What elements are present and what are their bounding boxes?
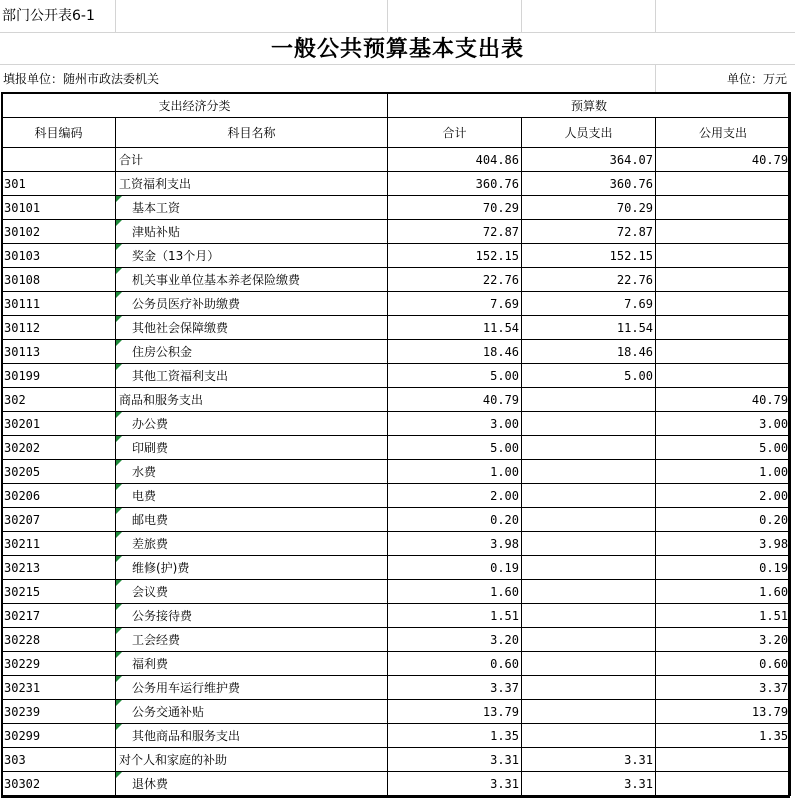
name-text: 水费 (132, 465, 157, 479)
cell-marker-icon (116, 340, 122, 346)
code-cell[interactable]: 302 (2, 388, 116, 412)
cell-marker-icon (116, 532, 122, 538)
table-row (2, 316, 791, 340)
table-row (2, 412, 791, 436)
total-cell[interactable]: 70.29 (388, 196, 522, 220)
table-row (2, 436, 791, 460)
name-text: 公务交通补贴 (132, 705, 205, 719)
personnel-cell[interactable] (522, 388, 656, 412)
total-cell[interactable]: 22.76 (388, 268, 522, 292)
total-cell[interactable]: 3.00 (388, 412, 522, 436)
total-cell[interactable]: 18.46 (388, 340, 522, 364)
cell-marker-icon (116, 364, 122, 370)
cell-marker-icon (116, 460, 122, 466)
public-cell[interactable] (656, 364, 791, 388)
personnel-cell[interactable]: 360.76 (522, 172, 656, 196)
table-row (2, 460, 791, 484)
cell-marker-icon (116, 220, 122, 226)
table-row (2, 772, 791, 796)
cell-marker-icon (116, 724, 122, 730)
header-economic-class[interactable]: 支出经济分类 (2, 93, 388, 118)
cell-marker-icon (116, 772, 122, 778)
personnel-cell[interactable]: 72.87 (522, 220, 656, 244)
name-text: 退休费 (132, 777, 169, 791)
public-cell[interactable]: 1.60 (656, 580, 791, 604)
cell-marker-icon (116, 292, 122, 298)
personnel-cell[interactable] (522, 652, 656, 676)
code-cell[interactable]: 30201 (2, 412, 116, 436)
cell-marker-icon (116, 556, 122, 562)
personnel-cell[interactable] (522, 436, 656, 460)
personnel-cell[interactable]: 3.31 (522, 772, 656, 796)
code-cell[interactable]: 30231 (2, 676, 116, 700)
code-cell[interactable]: 30101 (2, 196, 116, 220)
table-row (2, 556, 791, 580)
total-cell[interactable]: 3.31 (388, 748, 522, 772)
total-cell[interactable]: 404.86 (388, 148, 522, 172)
table-row (2, 532, 791, 556)
table-row (2, 172, 791, 196)
public-cell[interactable] (656, 748, 791, 772)
empty-cell[interactable] (116, 0, 388, 32)
name-cell[interactable] (116, 532, 388, 556)
name-text: 邮电费 (132, 513, 169, 527)
name-cell[interactable] (116, 772, 388, 796)
name-cell[interactable] (116, 292, 388, 316)
total-cell[interactable]: 360.76 (388, 172, 522, 196)
personnel-cell[interactable] (522, 484, 656, 508)
personnel-cell[interactable]: 7.69 (522, 292, 656, 316)
personnel-cell[interactable] (522, 628, 656, 652)
public-cell[interactable] (656, 316, 791, 340)
public-cell[interactable] (656, 244, 791, 268)
code-cell[interactable]: 30205 (2, 460, 116, 484)
name-cell[interactable]: 商品和服务支出 (116, 388, 388, 412)
name-cell[interactable]: 工资福利支出 (116, 172, 388, 196)
public-cell[interactable]: 5.00 (656, 436, 791, 460)
name-text: 福利费 (132, 657, 169, 671)
empty-cell[interactable] (656, 0, 795, 32)
name-cell[interactable] (116, 580, 388, 604)
total-cell[interactable]: 40.79 (388, 388, 522, 412)
total-cell[interactable]: 0.60 (388, 652, 522, 676)
fill-unit-label[interactable]: 填报单位：随州市政法委机关 (3, 72, 160, 86)
total-cell[interactable]: 7.69 (388, 292, 522, 316)
table-row (2, 196, 791, 220)
name-cell[interactable] (116, 676, 388, 700)
public-cell[interactable]: 2.00 (656, 484, 791, 508)
personnel-cell[interactable] (522, 556, 656, 580)
public-cell[interactable]: 0.60 (656, 652, 791, 676)
name-text: 其他工资福利支出 (132, 369, 229, 383)
total-cell[interactable]: 3.37 (388, 676, 522, 700)
header-row-1 (2, 93, 791, 118)
total-cell[interactable]: 5.00 (388, 436, 522, 460)
name-cell[interactable] (116, 604, 388, 628)
name-cell[interactable]: 对个人和家庭的补助 (116, 748, 388, 772)
budget-table (1, 92, 791, 796)
table-row (2, 724, 791, 748)
name-cell[interactable] (116, 484, 388, 508)
personnel-cell[interactable] (522, 724, 656, 748)
total-cell[interactable]: 72.87 (388, 220, 522, 244)
table-row (2, 340, 791, 364)
total-cell[interactable]: 152.15 (388, 244, 522, 268)
public-cell[interactable] (656, 196, 791, 220)
code-cell[interactable]: 30103 (2, 244, 116, 268)
cell-marker-icon (116, 628, 122, 634)
cell-marker-icon (116, 316, 122, 322)
public-cell[interactable]: 3.37 (656, 676, 791, 700)
name-text: 公务接待费 (132, 609, 193, 623)
name-cell[interactable] (116, 700, 388, 724)
header-total[interactable]: 合计 (388, 118, 522, 148)
total-cell[interactable]: 5.00 (388, 364, 522, 388)
table-row (2, 364, 791, 388)
name-text: 会议费 (132, 585, 169, 599)
public-cell[interactable] (656, 340, 791, 364)
table-row (2, 268, 791, 292)
total-cell[interactable]: 13.79 (388, 700, 522, 724)
header-budget[interactable]: 预算数 (388, 93, 791, 118)
personnel-cell[interactable] (522, 604, 656, 628)
public-cell[interactable]: 1.51 (656, 604, 791, 628)
page-title[interactable]: 一般公共预算基本支出表 (270, 36, 524, 62)
public-cell[interactable]: 1.00 (656, 460, 791, 484)
name-text: 奖金（13个月） (132, 249, 220, 263)
cell-marker-icon (116, 604, 122, 610)
name-text: 其他社会保障缴费 (132, 321, 229, 335)
cell-marker-icon (116, 652, 122, 658)
personnel-cell[interactable] (522, 700, 656, 724)
name-cell[interactable]: 合计 (116, 148, 388, 172)
name-cell[interactable] (116, 340, 388, 364)
empty-cell[interactable] (522, 0, 656, 32)
code-cell[interactable]: 30229 (2, 652, 116, 676)
total-cell[interactable]: 11.54 (388, 316, 522, 340)
cell-marker-icon (116, 508, 122, 514)
code-cell[interactable]: 30199 (2, 364, 116, 388)
table-row (2, 604, 791, 628)
name-text: 差旅费 (132, 537, 169, 551)
table-row (2, 220, 791, 244)
name-cell[interactable] (116, 508, 388, 532)
code-cell[interactable]: 30111 (2, 292, 116, 316)
public-cell[interactable]: 40.79 (656, 148, 791, 172)
header-name[interactable]: 科目名称 (116, 118, 388, 148)
name-text: 机关事业单位基本养老保险缴费 (132, 273, 301, 287)
total-cell[interactable]: 1.35 (388, 724, 522, 748)
personnel-cell[interactable] (522, 676, 656, 700)
code-cell[interactable]: 30215 (2, 580, 116, 604)
code-cell[interactable]: 30302 (2, 772, 116, 796)
name-text: 公务员医疗补助缴费 (132, 297, 241, 311)
public-cell[interactable] (656, 268, 791, 292)
personnel-cell[interactable] (522, 412, 656, 436)
cell-marker-icon (116, 700, 122, 706)
personnel-cell[interactable]: 3.31 (522, 748, 656, 772)
personnel-cell[interactable] (522, 508, 656, 532)
code-cell[interactable]: 30211 (2, 532, 116, 556)
header-code[interactable]: 科目编码 (2, 118, 116, 148)
name-cell[interactable] (116, 220, 388, 244)
code-cell[interactable]: 30299 (2, 724, 116, 748)
table-row (2, 388, 791, 412)
name-cell[interactable] (116, 556, 388, 580)
name-text: 维修(护)费 (132, 561, 190, 575)
name-text: 基本工资 (132, 201, 181, 215)
personnel-cell[interactable]: 364.07 (522, 148, 656, 172)
cell-marker-icon (116, 268, 122, 274)
name-cell[interactable] (116, 316, 388, 340)
name-cell[interactable] (116, 628, 388, 652)
code-cell[interactable]: 30213 (2, 556, 116, 580)
total-cell[interactable]: 1.00 (388, 460, 522, 484)
table-row (2, 484, 791, 508)
code-cell[interactable]: 30239 (2, 700, 116, 724)
total-cell[interactable]: 1.51 (388, 604, 522, 628)
code-cell[interactable] (2, 148, 116, 172)
total-cell[interactable]: 2.00 (388, 484, 522, 508)
name-text: 津贴补贴 (132, 225, 181, 239)
code-cell[interactable]: 301 (2, 172, 116, 196)
name-cell[interactable] (116, 460, 388, 484)
personnel-cell[interactable]: 70.29 (522, 196, 656, 220)
name-text: 其他商品和服务支出 (132, 729, 241, 743)
cell-marker-icon (116, 412, 122, 418)
total-cell[interactable]: 0.19 (388, 556, 522, 580)
personnel-cell[interactable] (522, 580, 656, 604)
name-text: 公务用车运行维护费 (132, 681, 241, 695)
header-public[interactable]: 公用支出 (656, 118, 791, 148)
code-cell[interactable]: 30217 (2, 604, 116, 628)
table-row (2, 628, 791, 652)
code-cell[interactable]: 30112 (2, 316, 116, 340)
name-cell[interactable] (116, 412, 388, 436)
cell-marker-icon (116, 676, 122, 682)
code-cell[interactable]: 30102 (2, 220, 116, 244)
personnel-cell[interactable]: 22.76 (522, 268, 656, 292)
cell-marker-icon (116, 436, 122, 442)
public-cell[interactable]: 3.20 (656, 628, 791, 652)
total-cell[interactable]: 3.98 (388, 532, 522, 556)
public-cell[interactable]: 40.79 (656, 388, 791, 412)
public-cell[interactable] (656, 772, 791, 796)
cell-marker-icon (116, 484, 122, 490)
public-cell[interactable]: 0.20 (656, 508, 791, 532)
name-text: 办公费 (132, 417, 169, 431)
personnel-cell[interactable]: 18.46 (522, 340, 656, 364)
table-row (2, 244, 791, 268)
name-text: 印刷费 (132, 441, 169, 455)
personnel-cell[interactable]: 5.00 (522, 364, 656, 388)
public-cell[interactable]: 1.35 (656, 724, 791, 748)
personnel-cell[interactable] (522, 460, 656, 484)
table-row (2, 148, 791, 172)
code-cell[interactable]: 30206 (2, 484, 116, 508)
public-cell[interactable]: 0.19 (656, 556, 791, 580)
public-cell[interactable] (656, 172, 791, 196)
table-row (2, 292, 791, 316)
sheet-tag[interactable]: 部门公开表6-1 (0, 0, 116, 32)
name-text: 电费 (132, 489, 157, 503)
name-cell[interactable] (116, 652, 388, 676)
name-cell[interactable] (116, 268, 388, 292)
name-cell[interactable] (116, 196, 388, 220)
name-cell[interactable] (116, 436, 388, 460)
table-row (2, 748, 791, 772)
header-row-2 (2, 118, 791, 148)
table-row (2, 580, 791, 604)
personnel-cell[interactable] (522, 532, 656, 556)
table-row (2, 508, 791, 532)
personnel-cell[interactable]: 152.15 (522, 244, 656, 268)
cell-marker-icon (116, 196, 122, 202)
public-cell[interactable] (656, 220, 791, 244)
total-cell[interactable]: 3.31 (388, 772, 522, 796)
cell-marker-icon (116, 244, 122, 250)
code-cell[interactable]: 30228 (2, 628, 116, 652)
public-cell[interactable]: 3.00 (656, 412, 791, 436)
public-cell[interactable]: 13.79 (656, 700, 791, 724)
name-cell[interactable] (116, 244, 388, 268)
total-cell[interactable]: 0.20 (388, 508, 522, 532)
table-row (2, 676, 791, 700)
code-cell[interactable]: 30108 (2, 268, 116, 292)
personnel-cell[interactable]: 11.54 (522, 316, 656, 340)
unit-label[interactable]: 单位：万元 (726, 72, 787, 86)
name-cell[interactable] (116, 364, 388, 388)
total-cell[interactable]: 1.60 (388, 580, 522, 604)
cell-marker-icon (116, 580, 122, 586)
header-personnel[interactable]: 人员支出 (522, 118, 656, 148)
info-row (0, 64, 795, 93)
public-cell[interactable]: 3.98 (656, 532, 791, 556)
code-cell[interactable]: 30207 (2, 508, 116, 532)
code-cell[interactable]: 30202 (2, 436, 116, 460)
name-text: 工会经费 (132, 633, 181, 647)
name-cell[interactable] (116, 724, 388, 748)
name-text: 住房公积金 (132, 345, 193, 359)
public-cell[interactable] (656, 292, 791, 316)
table-row (2, 700, 791, 724)
empty-cell[interactable] (388, 0, 522, 32)
sheet-top-row (0, 0, 795, 32)
table-row (2, 652, 791, 676)
code-cell[interactable]: 303 (2, 748, 116, 772)
code-cell[interactable]: 30113 (2, 340, 116, 364)
total-cell[interactable]: 3.20 (388, 628, 522, 652)
